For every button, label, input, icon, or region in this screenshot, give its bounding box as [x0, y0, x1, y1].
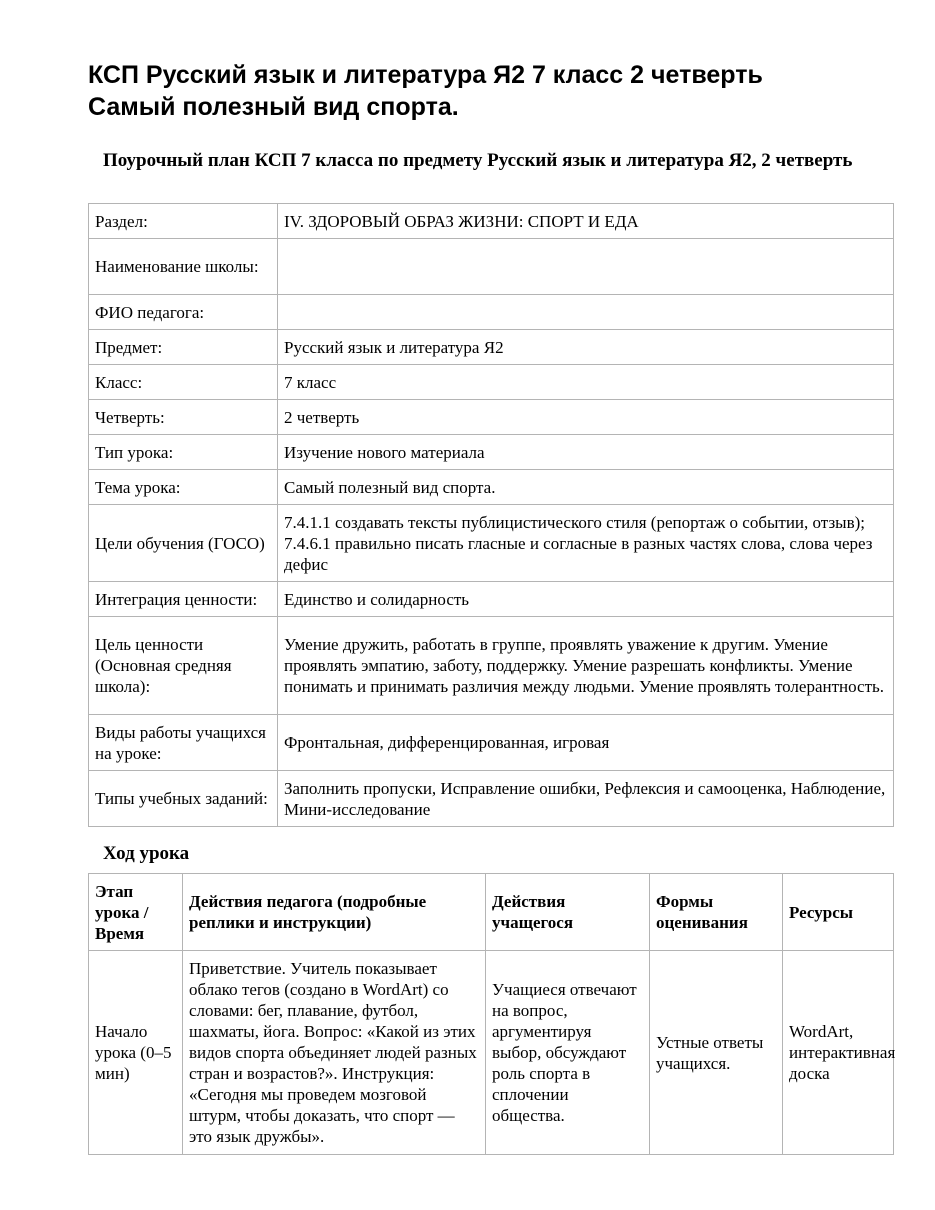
info-label: Четверть:: [89, 400, 278, 435]
assessment-cell: Устные ответы учащихся.: [650, 951, 783, 1155]
info-label: Наименование школы:: [89, 239, 278, 295]
info-row-section: [89, 204, 894, 239]
info-value: IV. ЗДОРОВЫЙ ОБРАЗ ЖИЗНИ: СПОРТ И ЕДА: [278, 204, 894, 239]
info-row-value-goal: [89, 617, 894, 715]
column-header-student-actions: Действия учащегося: [486, 874, 650, 951]
page-title: [88, 59, 908, 123]
info-value: Самый полезный вид спорта.: [278, 470, 894, 505]
lesson-info-table: [88, 203, 894, 827]
info-row-school: [89, 239, 894, 295]
title-line-1: КСП Русский язык и литература Я2 7 класс 2 четверть: [88, 61, 763, 89]
student-actions-cell: Учащиеся отвечают на вопрос, аргументируя выбор, обсуждают роль спорта в сплочении общества.: [486, 951, 650, 1155]
info-row-quarter: [89, 400, 894, 435]
column-header-stage: Этап урока / Время: [89, 874, 183, 951]
info-value: Единство и солидарность: [278, 582, 894, 617]
info-value: Умение дружить, работать в группе, проявлять уважение к другим. Умение проявлять эмпатию, заботу, поддержку. Умение разрешать конфликты. Умение понимать и принимать различия между людьми. Умение проявлять толерантность.: [278, 617, 894, 715]
table-row: [89, 951, 894, 1155]
info-value: 7 класс: [278, 365, 894, 400]
info-label: Цель ценности (Основная средняя школа):: [89, 617, 278, 715]
info-value: [278, 239, 894, 295]
info-value: Изучение нового материала: [278, 435, 894, 470]
info-value: Фронтальная, дифференцированная, игровая: [278, 715, 894, 771]
info-label: Тип урока:: [89, 435, 278, 470]
info-label: ФИО педагога:: [89, 295, 278, 330]
column-header-teacher-actions: Действия педагога (подробные реплики и инструкции): [183, 874, 486, 951]
info-label: Виды работы учащихся на уроке:: [89, 715, 278, 771]
column-header-assessment: Формы оценивания: [650, 874, 783, 951]
info-label: Типы учебных заданий:: [89, 771, 278, 827]
info-row-value-integration: [89, 582, 894, 617]
info-value: Заполнить пропуски, Исправление ошибки, Рефлексия и самооценка, Наблюдение, Мини-исследование: [278, 771, 894, 827]
title-line-2: Самый полезный вид спорта.: [88, 93, 459, 121]
info-row-lesson-topic: [89, 470, 894, 505]
info-row-grade: [89, 365, 894, 400]
info-label: Интеграция ценности:: [89, 582, 278, 617]
info-label: Предмет:: [89, 330, 278, 365]
info-value: 7.4.1.1 создавать тексты публицистического стиля (репортаж о событии, отзыв); 7.4.6.1 правильно писать гласные и согласные в разных частях слова, слова через дефис: [278, 505, 894, 582]
info-row-learning-goals: [89, 505, 894, 582]
info-row-teacher: [89, 295, 894, 330]
info-label: Раздел:: [89, 204, 278, 239]
info-value: Русский язык и литература Я2: [278, 330, 894, 365]
info-row-lesson-type: [89, 435, 894, 470]
teacher-actions-cell: Приветствие. Учитель показывает облако тегов (создано в WordArt) со словами: бег, плавание, футбол, шахматы, йога. Вопрос: «Какой из этих видов спорта объединяет людей разных стран и возрастов?». Инструкция: «Сегодня мы проведем мозговой штурм, чтобы доказать, что спорт — это язык дружбы».: [183, 951, 486, 1155]
lesson-flow-table: [88, 873, 894, 1155]
info-value: [278, 295, 894, 330]
info-row-work-types: [89, 715, 894, 771]
info-row-subject: [89, 330, 894, 365]
info-value: 2 четверть: [278, 400, 894, 435]
plan-heading: Поурочный план КСП 7 класса по предмету Русский язык и литература Я2, 2 четверть: [103, 150, 853, 171]
info-label: Цели обучения (ГОСО): [89, 505, 278, 582]
resources-cell: WordArt, интерактивная доска: [783, 951, 894, 1155]
stage-cell: Начало урока (0–5 мин): [89, 951, 183, 1155]
column-header-resources: Ресурсы: [783, 874, 894, 951]
info-row-task-types: [89, 771, 894, 827]
info-label: Класс:: [89, 365, 278, 400]
info-label: Тема урока:: [89, 470, 278, 505]
lesson-flow-heading: Ход урока: [103, 843, 190, 864]
flow-header-row: [89, 874, 894, 951]
